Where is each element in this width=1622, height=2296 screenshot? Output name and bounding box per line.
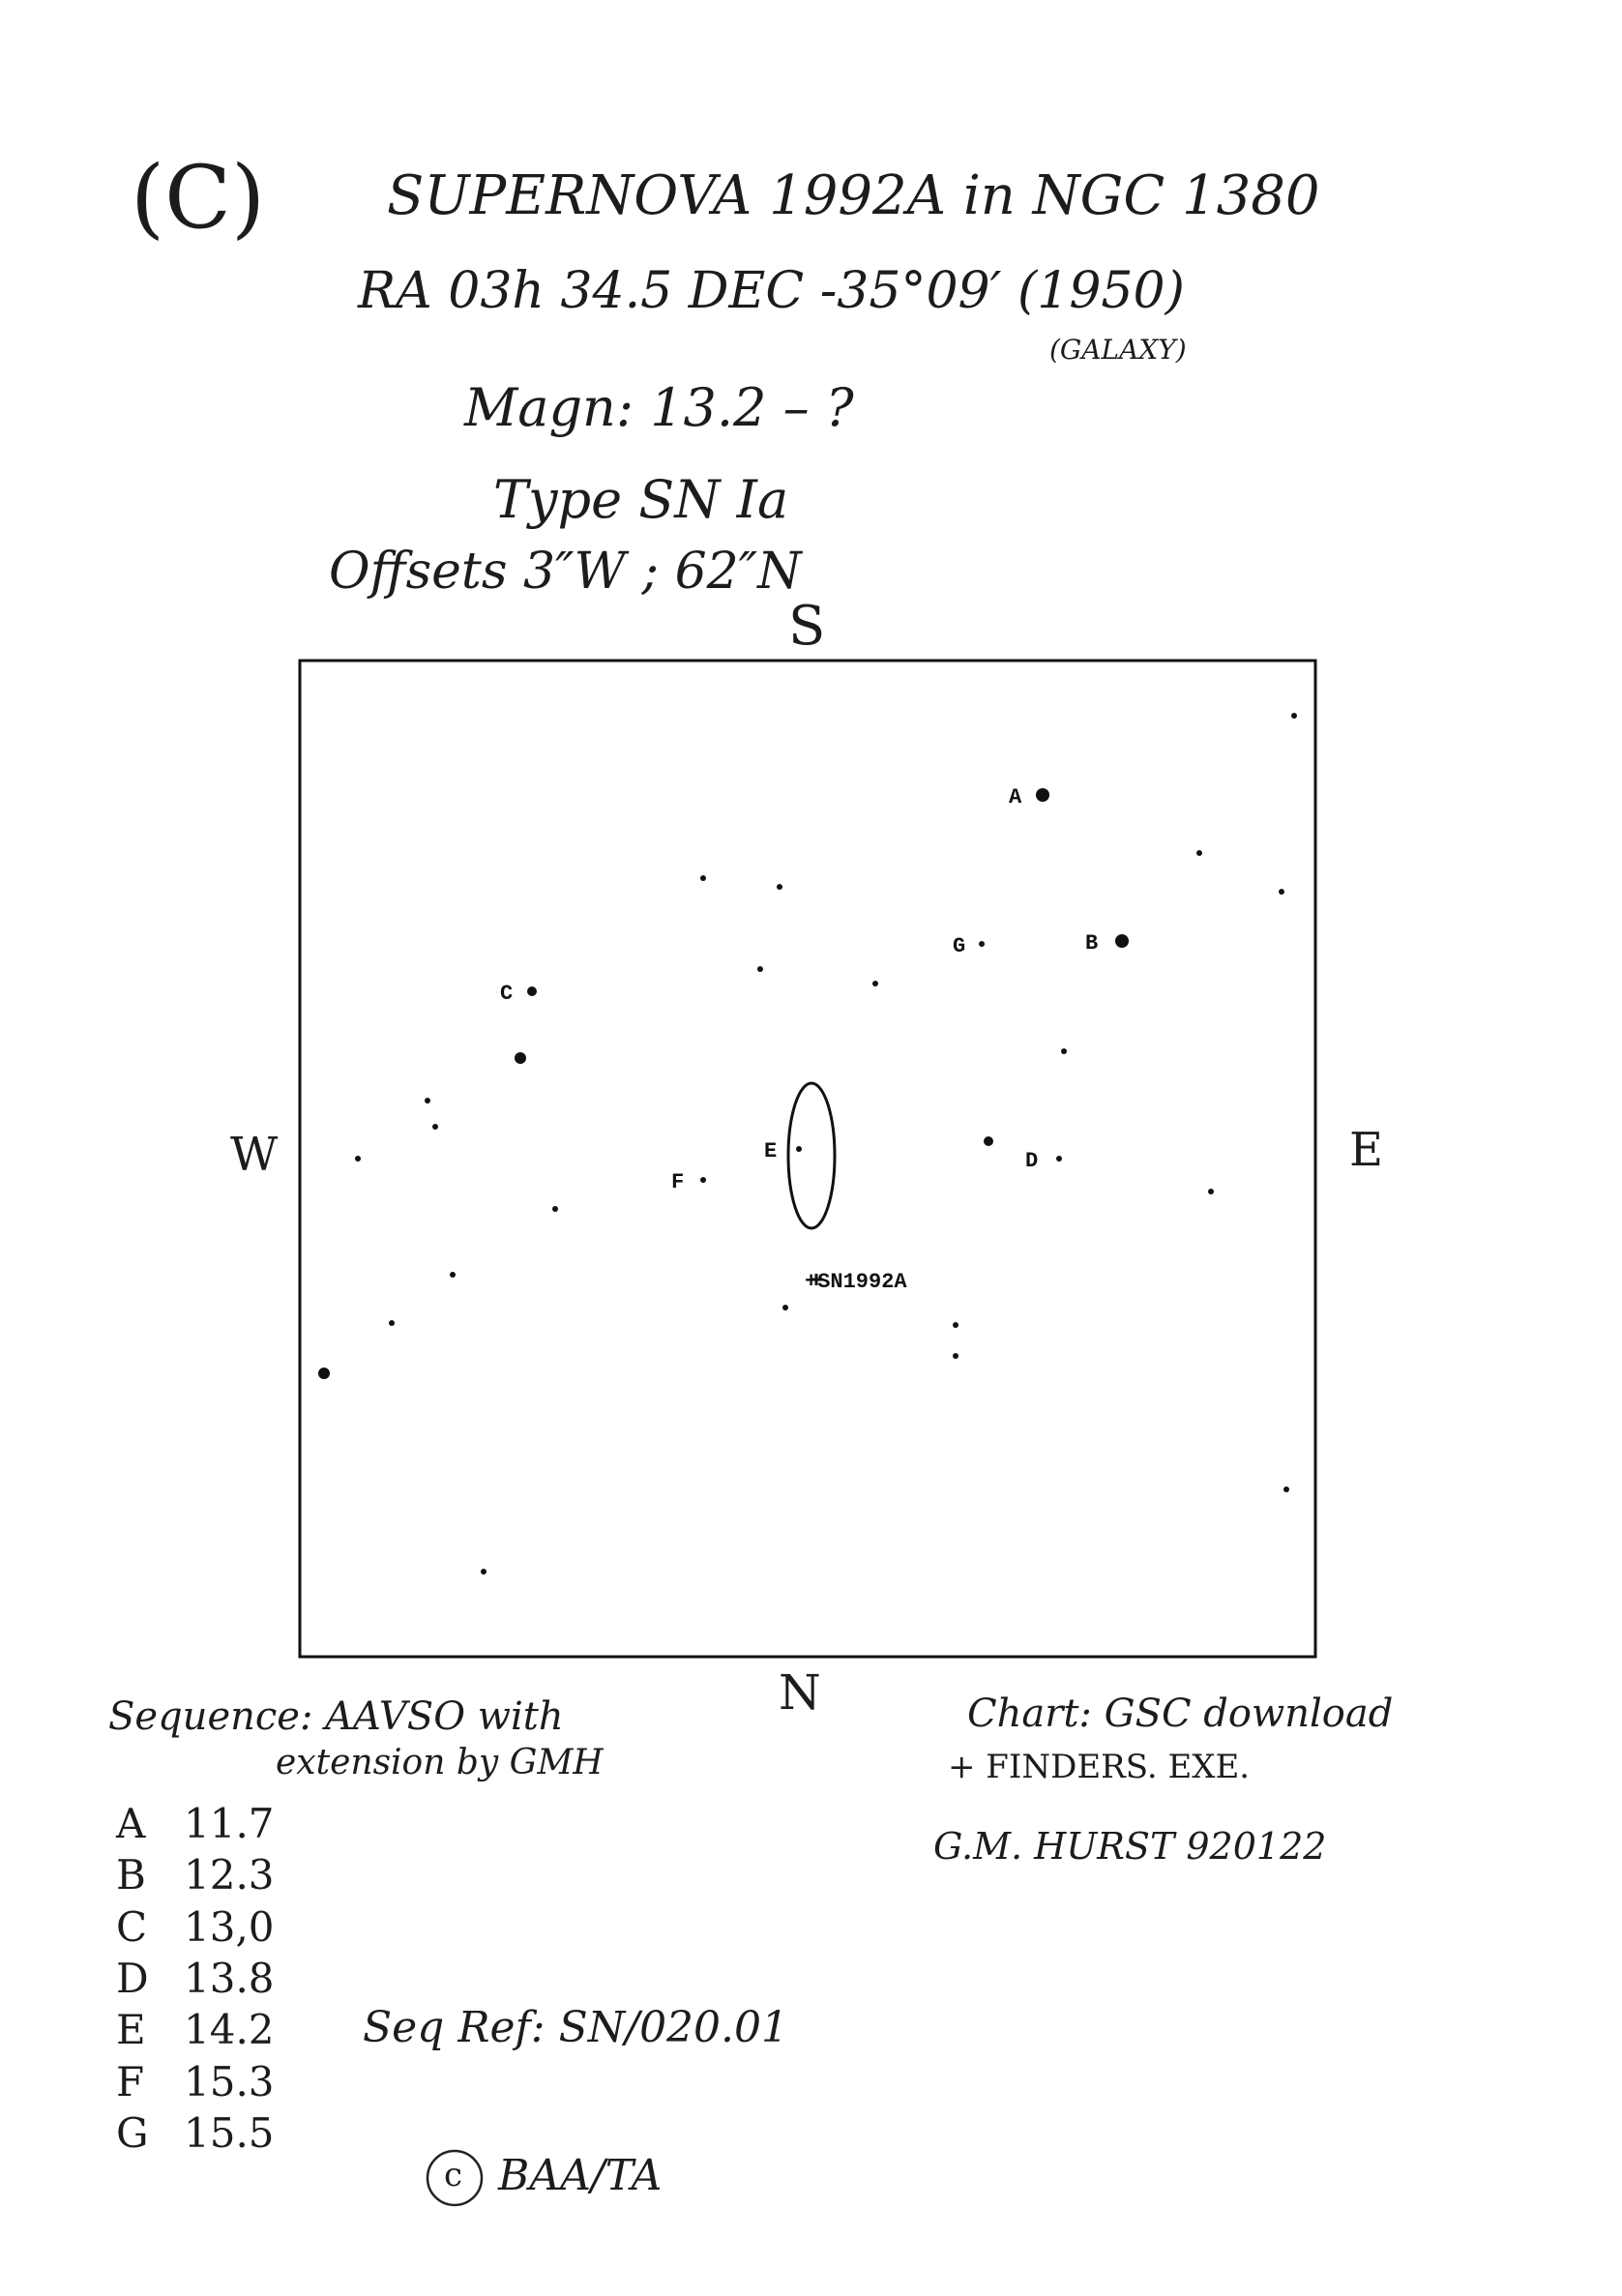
copyright-mark: c — [444, 2156, 463, 2194]
field-star — [432, 1124, 438, 1130]
field-star — [782, 1305, 788, 1310]
field-star — [1283, 1487, 1289, 1492]
star-e-label: E — [764, 1139, 778, 1163]
direction-west: W — [230, 1128, 279, 1182]
sequence-subtitle: extension by GMH — [276, 1743, 604, 1782]
field-star — [318, 1368, 330, 1379]
panel-letter: (C) — [131, 147, 266, 249]
field-stars — [318, 713, 1297, 1575]
field-star — [450, 1272, 456, 1278]
sequence-reference: Seq Ref: SN/020.01 — [363, 2003, 789, 2052]
sequence-title: Sequence: AAVSO with — [108, 1694, 564, 1739]
field-star — [425, 1098, 430, 1104]
field-star — [953, 1322, 958, 1328]
galaxy-ngc1380 — [788, 1083, 835, 1228]
sequence-star-mag: 12.3 — [184, 1851, 275, 1899]
star-f — [700, 1177, 706, 1183]
star-b-label: B — [1085, 931, 1099, 956]
magnitude-text: Magn: 13.2 – ? — [464, 377, 854, 438]
field-star — [757, 966, 763, 972]
offsets-text: Offsets 3″W ; 62″N — [329, 543, 802, 601]
sequence-star-mag: 13,0 — [184, 1903, 275, 1951]
star-a — [1036, 788, 1049, 802]
copyright-text: BAA/TA — [498, 2151, 663, 2200]
field-star — [1208, 1189, 1214, 1194]
direction-east: E — [1349, 1123, 1384, 1177]
sequence-star-mag: 15.3 — [184, 2058, 275, 2105]
sequence-star-mag: 11.7 — [184, 1800, 275, 1847]
star-d-label: D — [1025, 1149, 1039, 1173]
coordinates-note: (GALAXY) — [1049, 334, 1187, 366]
sequence-star-id: A — [116, 1800, 146, 1847]
coordinates: RA 03h 34.5 DEC -35°09′ (1950) — [358, 262, 1185, 320]
type-text: Type SN Ia — [493, 469, 789, 530]
sequence-star-id: F — [116, 2058, 145, 2105]
field-star — [515, 1052, 526, 1064]
field-star — [481, 1569, 487, 1575]
star-b — [1115, 934, 1129, 948]
sequence-star-id: E — [116, 2006, 146, 2053]
sequence-star-mag: 15.5 — [184, 2109, 275, 2157]
field-star — [389, 1320, 395, 1326]
sequence-star-mag: 13.8 — [184, 1955, 275, 2002]
field-star — [777, 884, 782, 890]
direction-north: N — [779, 1664, 821, 1721]
star-a-label: A — [1009, 785, 1022, 809]
field-star — [355, 1156, 361, 1162]
star-e — [796, 1146, 802, 1152]
sequence-star-id: C — [116, 1903, 148, 1951]
sequence-star-mag: 14.2 — [184, 2006, 275, 2053]
field-star — [953, 1353, 958, 1359]
field-star — [872, 981, 878, 986]
star-f-label: F — [671, 1170, 685, 1194]
sequence-star-id: G — [116, 2109, 149, 2157]
direction-south: S — [788, 595, 826, 658]
star-g-label: G — [953, 934, 966, 958]
chart-title: SUPERNOVA 1992A in NGC 1380 — [387, 164, 1320, 227]
field-star — [1291, 713, 1297, 719]
sequence-star-id: D — [116, 1955, 149, 2002]
chart-source: Chart: GSC download — [967, 1692, 1394, 1736]
field-star — [552, 1206, 558, 1212]
field-star — [1196, 850, 1202, 856]
chart-frame — [300, 661, 1315, 1657]
chart-software: + FINDERS. EXE. — [948, 1748, 1251, 1786]
sequence-star-id: B — [116, 1851, 146, 1899]
star-g — [979, 941, 985, 947]
star-c-label: C — [500, 982, 514, 1006]
field-star — [1061, 1048, 1067, 1054]
field-star — [1279, 889, 1284, 895]
star-d — [1056, 1156, 1062, 1162]
field-star — [984, 1136, 993, 1146]
star-c — [527, 986, 537, 996]
author-date: G.M. HURST 920122 — [933, 1825, 1327, 1868]
supernova-label: +SN1992A — [805, 1270, 907, 1294]
field-star — [700, 875, 706, 881]
